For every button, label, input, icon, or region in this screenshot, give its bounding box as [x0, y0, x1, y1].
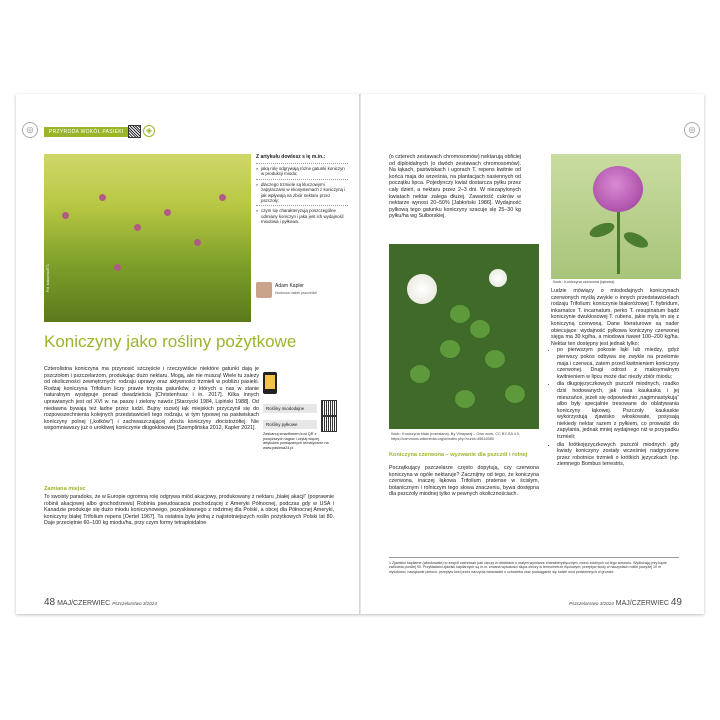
qr-tag-row — [263, 400, 337, 416]
red-clover-photo — [551, 154, 681, 279]
page-number: 48 — [44, 597, 56, 608]
flower-mark — [134, 224, 141, 231]
white-clover-photo — [389, 244, 539, 429]
section-subhead: Koniczyna czerwona – wyzwanie dla pszczół i rolnej — [389, 452, 528, 458]
leaf-icon: ◈ — [143, 125, 155, 137]
right-page — [361, 94, 704, 614]
author-name: Adam Kapler — [275, 283, 304, 289]
flower-mark — [62, 212, 69, 219]
lead-paragraph: Czterolistna koniczyna ma przynosić szczęście i rzeczywiście niektóre gatunki dają je pszczołom i pszczelarzom, produkując dużo nektaru. Mogą, ale nie muszą! Wiele tu zależy od okoliczności zewnętrznych: rodzaju uprawy oraz aktywności trzmieli w pobliżu pasieki. Rodzaj koniczyna Trifolium liczy prawie trzysta gatunków, z których u nas w stanie naturalnym występuje ponad dwadzieścia [Christenhusz i in. 2017]. Kilka innych uprawianych jest od XVI w. na paszę i zielony nawóz [Starzycki 1984, Lipiński 1988]. Od niedawna bywają też ładne przez ludzi. Bujny rozwój łąk miejskich przyczynił się do rozpowszechnienia kolejnych przedstawicieli tego rodzaju, w tym typowej na pastwiskach koniczyny polnej („kotków”) i zachwaszczającej zboża koniczyny złocistożółtej. Nie wspomniawszy już o urokliwej koniczynie długokłosowej [Szemplińska 2012, Kapler 2021]. — [44, 366, 259, 432]
clover-leaf — [469, 319, 491, 339]
footer-month: MAJ/CZERWIEC — [57, 600, 111, 607]
body-text: To swoisty paradoks, że w Europie ogromną rolę odgrywa miód akacjowy, produkowany z nektaru „białej akacji” (poprawnie robinii akacjowej albo grochodrzewu) Robinia pseudoacacia pochodzącej z Ameryki Północnej, podczas gdy w USA i Kanadzie produkuje się dużo miodu koniczynowego, pozyskiwanego z rodzimej dla Polski, a obcej dla Północnej Ameryki, koniczyny białej Trifolium repens [Oertel 1967]. Ta ostatnia była jedną z najistotniejszych roślin pożytkowych Polski lat 80. Daje przeciętnie 60–100 kg miodu/ha, przy czym formy tetraploidalne — [44, 494, 334, 527]
magazine-spread — [16, 94, 704, 614]
clover-leaf — [454, 389, 476, 409]
red-clover-leaf — [622, 229, 651, 251]
footer-month: MAJ/CZERWIEC — [615, 600, 669, 607]
clover-leaf — [439, 339, 461, 359]
list-item: • dla długojęzyczkowych pszczół miodnych, rzadko dziś hodowanych, jak rasa kaukaska i jej mieszańce, jeżeli się odpowiednio „nagimnastykują” albo były specjalnie tresowane do oblatywania koniczyny łąkowej. Pszczoły kaukaskie wykorzystują zjawisko włoskowate, posysają niekiedy nektar razem z pyłkiem, co prowadzi do zapylania, jednak mniej wydajnego niż w przypadku trzmieli; — [557, 381, 679, 440]
author-role: Hodowca matek pszczelich — [275, 291, 318, 295]
intro-paragraph: Ludzie mówiący o miododajnych koniczynach czerwonych myślą zwykle o innych przedstawicielach rodzaju Trifolium: koniczynie białoróżowej T. hybridum, inkarnatce T. incarnatum, perko T. resupinatum bądź koniczynie dwukłosowej T. rubens, jakie mylą im się z koniczyną czerwoną. Dane literaturowe są nader obiecujące: wydajność pyłkowa koniczyny czerwonej sięga ma 30 kg/ha, a miodowa nawet 100–200 kg/ha. Nektar ten dostępny jest jednak tylko: — [551, 288, 679, 347]
qr-tag-label: Rośliny miododajne — [263, 404, 317, 413]
qr-code-icon — [128, 125, 141, 138]
page-footer — [44, 597, 157, 608]
flower-mark — [164, 209, 171, 216]
red-clover-flower — [593, 166, 643, 212]
body-text: Początkujący pszczelarze często dopytują, czy czerwona koniczyna w ogóle nektaruje? Zacznijmy od tego, że koniczyna czerwona, inaczej łąkowa Trifolium pratense w ścisłym, botanicznym i rolniczym tego słowa znaczeniu, bywa dostępna dla pszczoły miodnej tylko w pewnych okolicznościach. — [389, 465, 539, 498]
page-footer — [569, 597, 682, 608]
photo-credit: Fot. ibakurnou971 — [46, 264, 50, 293]
clover-leaf — [409, 364, 431, 384]
red-clover-leaf — [588, 220, 617, 240]
qr-code-icon — [321, 400, 337, 416]
article-headline: Koniczyny jako rośliny pożytkowe — [44, 332, 297, 351]
qr-note: Zeskanuj smartfonem kod QR z powyższych tagów i czytaj więcej artykułów powiązanych tematycznie na www.pasieka24.pl — [263, 432, 329, 450]
author-avatar — [256, 282, 272, 298]
flower-mark — [114, 264, 121, 271]
meadow-photo — [44, 154, 251, 322]
footnote: 1 Zjawisko kapilarne (włoskowate) to zespół zachowań pari cieczy w obiektach o małym wymiarze charakterystycznym, mono zdolnych od tego wzrosnu. Wydłużają przy kącie zwilżania poniżej 90. Przykładami zjawisk kapilarnych są m.in. zmiana wysokości słupa cieczy w termometrze rtęciowym, przepływ wody w naczyniach roślin powyżej 10 m wysokości, nasiąkanie pieluch, przepływ krwi przez naczynia włosowate u człowieka oraz podciąganie się ludzie wód podziemnych w gruncie. — [389, 557, 679, 574]
summary-item: » dlaczego trzmiele są kluczowymi zapylaczami w ekosystemach z koniczyną i jak wpływają na zbiór nektaru przez pszczoły; — [256, 179, 348, 206]
right-column-text — [551, 288, 679, 469]
clover-leaf — [504, 384, 526, 404]
section-subhead: Zamiana miejsc — [44, 486, 86, 492]
qr-code-icon — [321, 416, 337, 432]
bee-logo-icon: ◎ — [684, 122, 700, 138]
bee-logo-icon: ◎ — [22, 122, 38, 138]
red-clover-stem — [617, 212, 620, 274]
page-number: 49 — [670, 597, 682, 608]
continued-text: (o czterech zestawach chromosomów) nektarują obficiej od diploidalnych (o dwóch zestawach chromosomów). Na łąkach, pastwiskach i ugorach T. repens kwitnie od końca maja do września, na plantacjach nasiennych od początku lipca. Pojedynczy kwiat dostarcza pyłku przez cały dzień, a nektaru przez 2–3 dni. W niezapylonych kwiatach nektar zalega dłużej. Zawartość cukrów w nektarze wynosi 20–50% [Jabłoński 1986]. Wydajność pyłkową tego gatunku koniczyny szacuje się 25–30 kg pyłku/ha wg Sulborskiej. — [389, 154, 521, 220]
clover-leaf — [484, 349, 506, 369]
flower-mark — [194, 239, 201, 246]
left-page — [16, 94, 359, 614]
article-summary-box — [256, 154, 348, 227]
footer-magazine: Pszczelarstwo 3/2024 — [112, 601, 157, 606]
list-item: • dla krótkojęzyczkowych pszczół miodnych gdy kwiaty koniczyny zostały wcześniej nadgryzione przez robotnice trzmieli o krótkich języczkach (np. ziemnego Bombus terrestris, — [557, 442, 679, 468]
section-tag: PRZYRODA WOKÓŁ PASIEKI — [44, 127, 129, 137]
flower-mark — [219, 194, 226, 201]
red-clover-caption: Ilustr.: Koniczyna czerwona (łąkowa) — [553, 280, 615, 284]
clover-leaf — [449, 304, 471, 324]
footer-magazine: Pszczelarstwo 3/2024 — [569, 601, 614, 606]
white-clover-flower — [489, 269, 507, 287]
summary-title: Z artykułu dowiesz s ię m.in.: — [256, 154, 326, 160]
summary-item: » jaką rolę odgrywają różne gatunki koniczyn w produkcji miodu; — [256, 163, 348, 179]
flower-mark — [99, 194, 106, 201]
qr-tag-row — [263, 416, 337, 432]
qr-tag-label: Rośliny pyłkowe — [263, 420, 317, 429]
white-clover-flower — [407, 274, 437, 304]
smartphone-icon — [263, 372, 277, 394]
summary-item: » czym się charakteryzują poszczególne odmiany koniczyn i jaka jest ich wydajność miodowa i pyłkowa. — [256, 205, 348, 226]
list-item: • po pierwszym pokosie łąki lub miedzy, gdyż pierwszy pokos odbywa się zwykle na przełomie maja i czerwca, zatem przed kwitnieniem koniczyny czerwonej. Drugi odrost z maksymalnym kwitnieniem w lipcu może dać niezły zbiór miodu; — [557, 347, 679, 380]
white-clover-caption: Ilustr.: Koniczyna biała (rozesłana). By Vinayaraj – Own work, CC BY-SA 4.0, https://commons.wikimedia.org/w/index.php?curid=45616380 — [391, 432, 521, 441]
